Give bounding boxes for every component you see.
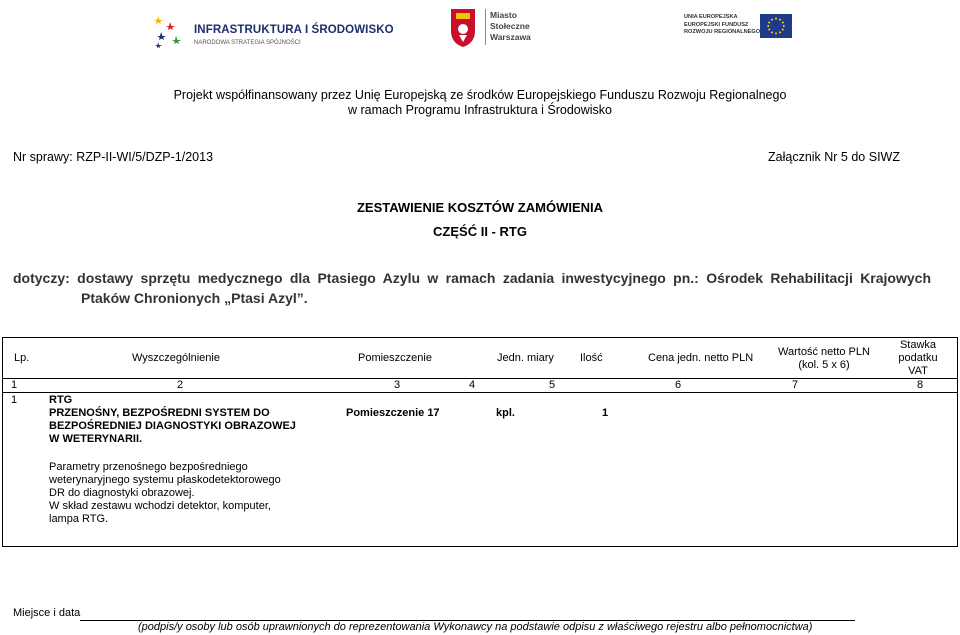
warsaw-logo-text [490, 10, 531, 43]
warsaw-line-2: Stołeczne [490, 21, 530, 31]
header-lp: Lp. [14, 352, 30, 364]
eu-line-3: ROZWOJU REGIONALNEGO [684, 29, 761, 35]
eu-line-2: EUROPEJSKI FUNDUSZ [684, 21, 749, 28]
row-unit: kpl. [496, 407, 515, 419]
eu-line-1: UNIA EUROPEJSKA [684, 14, 738, 20]
cost-table [2, 337, 958, 547]
header-item: Wyszczególnienie [132, 352, 220, 364]
infra-logo-subtitle: NARODOWA STRATEGIA SPÓJNOŚCI [194, 40, 301, 46]
row-item-name [49, 394, 296, 446]
row-lp: 1 [11, 394, 18, 406]
eu-logo [680, 8, 792, 50]
col-number-1: 1 [11, 379, 18, 391]
warsaw-logo [448, 5, 558, 49]
document-title: ZESTAWIENIE KOSZTÓW ZAMÓWIENIA [356, 200, 604, 215]
infra-logo-name: INFRASTRUKTURA I ŚRODOWISKO [194, 24, 394, 36]
header-net-value [768, 346, 880, 372]
row-item-name-line-3: BEZPOŚREDNIEJ DIAGNOSTYKI OBRAZOWEJ [49, 420, 296, 432]
signature-note: (podpis/y osoby lub osób uprawnionych do reprezentowania Wykonawcy na podstawie odpisu z właściwego rejestru albo pełnomocnictwa) [138, 621, 813, 633]
row-description-line-3: DR do diagnostyki obrazowej. [49, 487, 195, 499]
header-net-value-line-2: (kol. 5 x 6) [798, 359, 850, 371]
project-line-1: Projekt współfinansowany przez Unię Europejską ze środków Europejskiego Funduszu Rozwoju Regionalnego [173, 88, 787, 102]
table-rule-header [3, 378, 957, 379]
subject-line-2: Ptaków Chronionych „Ptasi Azyl”. [81, 290, 308, 306]
document-subtitle: CZĘŚĆ II - RTG [433, 224, 527, 239]
header-vat-line-3: VAT [908, 365, 928, 377]
row-description-line-4: W skład zestawu wchodzi detektor, komputer, [49, 500, 271, 512]
eu-logo-text [684, 14, 760, 37]
project-line-2: w ramach Programu Infrastruktura i Środowisko [348, 103, 612, 117]
header-unit-price: Cena jedn. netto PLN [648, 352, 754, 364]
stars-icon [152, 12, 188, 52]
warsaw-line-3: Warszawa [490, 32, 531, 42]
row-item-name-line-1: RTG [49, 394, 73, 406]
warsaw-logo-divider [485, 9, 486, 45]
row-room: Pomieszczenie 17 [346, 407, 440, 419]
subject-line-1: dotyczy: dostawy sprzętu medycznego dla Ptasiego Azylu w ramach zadania inwestycyjnego pn.: Ośrodek Rehabilitacji Krajowych [13, 270, 931, 286]
infrastruktura-logo [152, 12, 394, 52]
row-description-line-5: lampa RTG. [49, 513, 109, 525]
row-description-line-1: Parametry przenośnego bezpośredniego [49, 461, 248, 473]
row-description-line-2: weterynaryjnego systemu płaskodetektorowego [49, 474, 281, 486]
row-item-name-line-4: W WETERYNARII. [49, 433, 143, 445]
col-number-3: 3 [394, 379, 401, 391]
header-vat-line-1: Stawka [899, 339, 937, 351]
col-number-5: 5 [549, 379, 556, 391]
header-unit: Jedn. miary [497, 352, 554, 364]
col-number-4: 4 [469, 379, 476, 391]
attachment-label: Załącznik Nr 5 do SIWZ [768, 150, 900, 164]
warsaw-crest-icon [448, 5, 478, 49]
col-number-6: 6 [675, 379, 682, 391]
header-qty: Ilość [580, 352, 603, 364]
table-rule-numbers [3, 392, 957, 393]
case-number: Nr sprawy: RZP-II-WI/5/DZP-1/2013 [13, 150, 214, 164]
row-qty: 1 [602, 407, 609, 419]
col-number-7: 7 [792, 379, 799, 391]
col-number-2: 2 [177, 379, 184, 391]
place-date-label: Miejsce i data [13, 607, 81, 619]
eu-flag-icon [760, 14, 792, 38]
header-vat [888, 339, 948, 378]
row-description [49, 461, 281, 526]
row-item-name-line-2: PRZENOŚNY, BEZPOŚREDNI SYSTEM DO [49, 407, 270, 419]
header-net-value-line-1: Wartość netto PLN [778, 346, 870, 358]
warsaw-line-1: Miasto [490, 10, 517, 20]
header-room: Pomieszczenie [358, 352, 432, 364]
col-number-8: 8 [917, 379, 924, 391]
header-vat-line-2: podatku [898, 352, 938, 364]
